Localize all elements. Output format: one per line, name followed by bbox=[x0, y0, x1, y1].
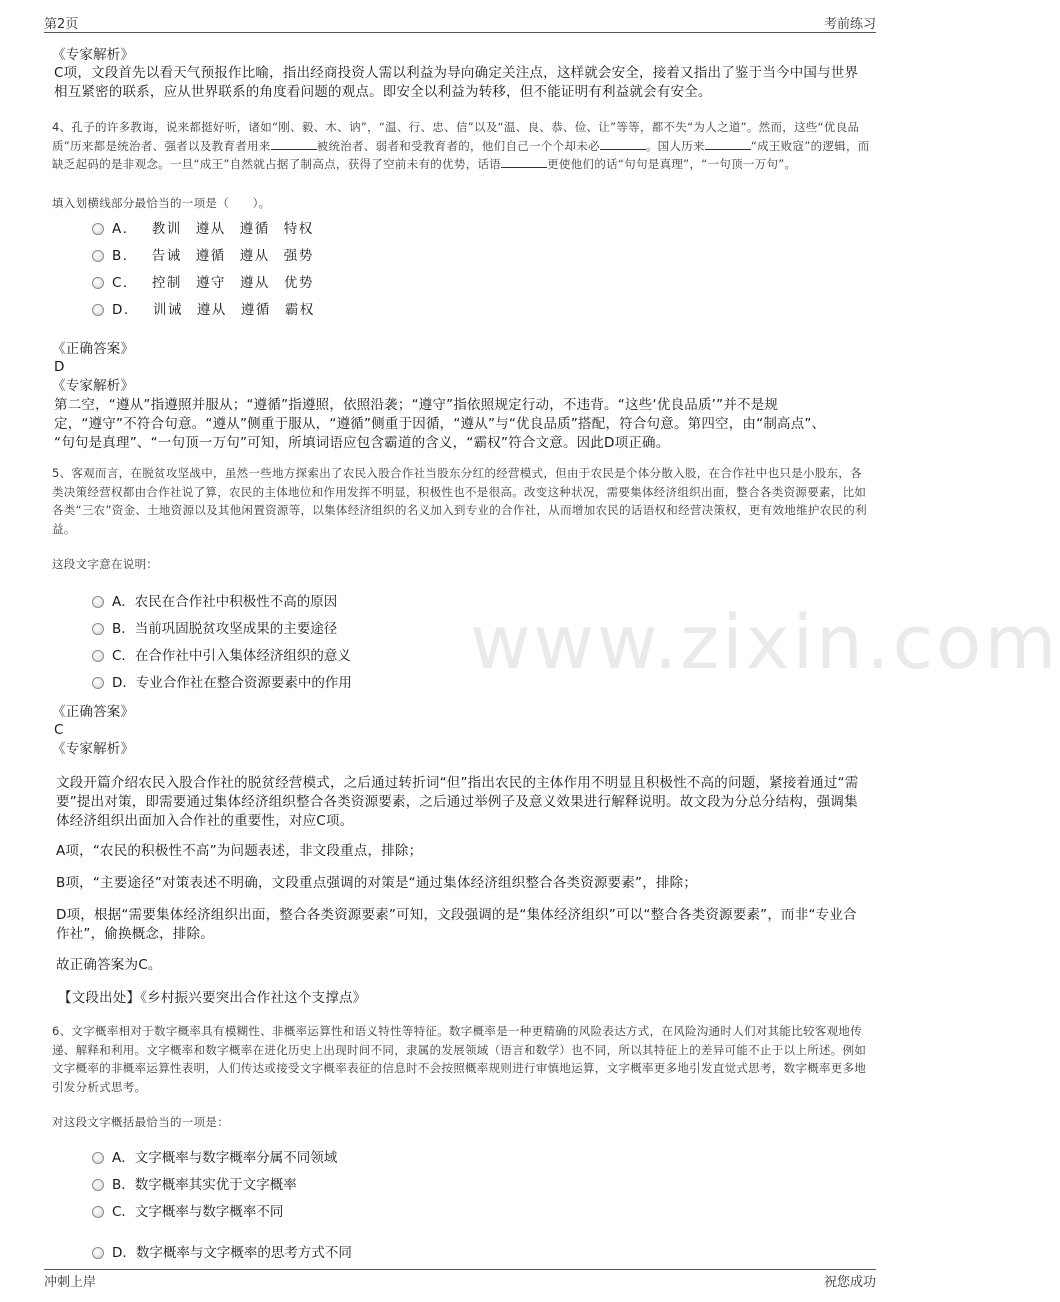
radio-button-icon[interactable] bbox=[92, 650, 104, 662]
q4-answer: D bbox=[54, 359, 65, 375]
header-title: 考前练习 bbox=[823, 17, 876, 32]
q5-expert-title: 《专家解析》 bbox=[52, 741, 135, 757]
radio-button-icon[interactable] bbox=[92, 223, 104, 235]
q4-stem-d: “成王败寇”的逻辑，而缺乏起码的是非观念。一旦“成王”自然就占据了制高点，获得了空前未有的优势，话语 bbox=[52, 138, 870, 171]
q5-option-c[interactable]: C． 在合作社中引入集体经济组织的意义 bbox=[92, 643, 351, 665]
q5-option-b[interactable]: B． 当前巩固脱贫攻坚成果的主要途径 bbox=[92, 616, 337, 638]
radio-button-icon[interactable] bbox=[92, 1152, 104, 1164]
q5-expert-p1: 文段开篇介绍农民入股合作社的脱贫经营模式，之后通过转折词“但”指出农民的主体作用不明显且积极性不高的问题，紧接着通过“需要”提出对策，即需要通过集体经济组织整合各类资源要素，之后通过举例子及意义效果进行解释说明。故文段为分总分结构，强调集体经济组织出面加入合作社的重要性，对应C项。 bbox=[56, 775, 859, 829]
q6-option-d[interactable]: D． 数字概率与文字概率的思考方式不同 bbox=[92, 1240, 352, 1262]
q5-source: 【文段出处】《乡村振兴要突出合作社这个支撑点》 bbox=[58, 990, 367, 1006]
q4-stem-c: 。国人历来 bbox=[645, 138, 705, 153]
q4-expert-text: 第二空，“遵从”指遵照并服从；“遵循”指遵照，依照沿袭；“遵守”指依照规定行动，不违背。“这些‘优良品质’”并不是规 定，“遵守”不符合句意。“遵从”侧重于服从，“遵循”侧重于因循，“遵从”与“优良品质”搭配，符合句意。第四空，由“制高点”、 “句句是真理”、“一句顶一万句”可知，所填词语应包含霸道的含义，“霸权”符合文意。因此D项正确。 bbox=[54, 397, 826, 451]
q4-option-b[interactable]: B． 告诫 遵循 遵从 强势 bbox=[92, 243, 314, 265]
q6-question: 对这段文字概括最恰当的一项是： bbox=[52, 1115, 229, 1129]
q6-option-a[interactable]: A． 文字概率与数字概率分属不同领域 bbox=[92, 1145, 337, 1167]
q5-expert-p2: A项，“农民的积极性不高”为问题表述，非文段重点，排除； bbox=[56, 843, 423, 859]
q5-option-d[interactable]: D． 专业合作社在整合资源要素中的作用 bbox=[92, 670, 352, 692]
q6-stem: 6、文字概率相对于数字概率具有模糊性、非概率运算性和语义特性等特征。数字概率是一种更精确的风险表达方式，在风险沟通时人们对其能比较客观地传递、解释和利用。文字概率和数字概率在进化历史上出现时间不同，隶属的发展领域（语言和数学）也不同，所以其特征上的差异可能不止于以上所述。例如文字概率的非概率运算性表明，人们传达或接受文字概率表征的信息时不会按照概率规则进行审慎地运算，文字概率更多地引发直觉式思考，数字概率更多地引发分析式思考。 bbox=[52, 1024, 867, 1094]
q4-option-a[interactable]: A． 教训 遵从 遵循 特权 bbox=[92, 216, 314, 238]
q3-expert-text: C项，文段首先以看天气预报作比喻，指出经商投资人需以利益为导向确定关注点，这样就会安全，接着又指出了鉴于当今中国与世界相互紧密的联系，应从世界联系的角度看问题的观点。即安全以利益为转移，但不能证明有利益就会有安全。 bbox=[54, 65, 859, 100]
q4-stem-a: 4、孔子的许多教诲，说来都挺好听，诸如“刚、毅、木、讷”，“温、行、忠、信”以及“温、良、恭、俭、让”等等，都不失“为人之道”。然而，这些“优良品质”历来都是统治者、强者以及教育者用来 bbox=[52, 120, 860, 153]
radio-button-icon[interactable] bbox=[92, 277, 104, 289]
q4-expert-title: 《专家解析》 bbox=[52, 378, 135, 394]
blank-line bbox=[501, 155, 547, 168]
blank-line bbox=[600, 137, 646, 150]
radio-button-icon[interactable] bbox=[92, 623, 104, 635]
q4-question: 填入划横线部分最恰当的一项是（ ）。 bbox=[52, 196, 271, 210]
watermark: www.zixin.com bbox=[470, 600, 1060, 686]
q4-option-c[interactable]: C． 控制 遵守 遵从 优势 bbox=[92, 270, 314, 292]
q5-expert-p3: B项，“主要途径”对策表述不明确，文段重点强调的对策是“通过集体经济组织整合各类资源要素”，排除； bbox=[56, 875, 698, 891]
q6-option-c[interactable]: C． 文字概率与数字概率不同 bbox=[92, 1199, 283, 1221]
q4-stem-b: 被统治者、弱者和受教育者的，他们自己一个个却未必 bbox=[316, 138, 600, 153]
header-rule bbox=[44, 32, 876, 33]
radio-button-icon[interactable] bbox=[92, 250, 104, 262]
q5-question: 这段文字意在说明： bbox=[52, 557, 159, 571]
q5-stem: 5、客观而言，在脱贫攻坚战中，虽然一些地方探索出了农民入股合作社当股东分红的经营模式，但由于农民是个体分散入股，在合作社中也只是小股东，各类决策经营权都由合作社说了算，农民的主体地位和作用发挥不明显，积极性也不是很高。改变这种状况，需要集体经济组织出面，整合各类资源要素，比如各类“三农”资金、土地资源以及其他闲置资源等，以集体经济组织的名义加入到专业的合作社，从而增加农民的话语权和经营决策权，更有效地维护农民的利益。 bbox=[52, 466, 867, 536]
radio-button-icon[interactable] bbox=[92, 1247, 104, 1259]
q4-stem-e: 更使他们的话“句句是真理”，“一句顶一万句”。 bbox=[547, 157, 797, 171]
q5-option-a[interactable]: A． 农民在合作社中积极性不高的原因 bbox=[92, 589, 337, 611]
radio-button-icon[interactable] bbox=[92, 304, 104, 316]
blank-line bbox=[705, 137, 751, 150]
q3-expert-title: 《专家解析》 bbox=[52, 47, 135, 63]
q5-expert-p5: 故正确答案为C。 bbox=[56, 957, 162, 973]
q4-option-d[interactable]: D． 训诫 遵从 遵循 霸权 bbox=[92, 297, 315, 319]
q5-answer: C bbox=[54, 722, 64, 738]
footer-left-text: 冲刺上岸 bbox=[44, 1275, 97, 1290]
q4-stem bbox=[52, 118, 870, 174]
radio-button-icon[interactable] bbox=[92, 677, 104, 689]
q5-answer-title: 《正确答案》 bbox=[52, 704, 135, 720]
radio-button-icon[interactable] bbox=[92, 1179, 104, 1191]
radio-button-icon[interactable] bbox=[92, 1206, 104, 1218]
radio-button-icon[interactable] bbox=[92, 596, 104, 608]
blank-line bbox=[271, 137, 317, 150]
q4-answer-title: 《正确答案》 bbox=[52, 341, 135, 357]
footer-right-text: 祝您成功 bbox=[823, 1275, 876, 1290]
footer-rule bbox=[44, 1269, 876, 1270]
page-number: 第2页 bbox=[44, 17, 79, 32]
q5-expert-p4: D项，根据“需要集体经济组织出面，整合各类资源要素”可知，文段强调的是“集体经济组织”可以“整合各类资源要素”，而非“专业合作社”，偷换概念，排除。 bbox=[56, 907, 857, 942]
page-header bbox=[44, 10, 876, 32]
q6-option-b[interactable]: B． 数字概率其实优于文字概率 bbox=[92, 1172, 297, 1194]
